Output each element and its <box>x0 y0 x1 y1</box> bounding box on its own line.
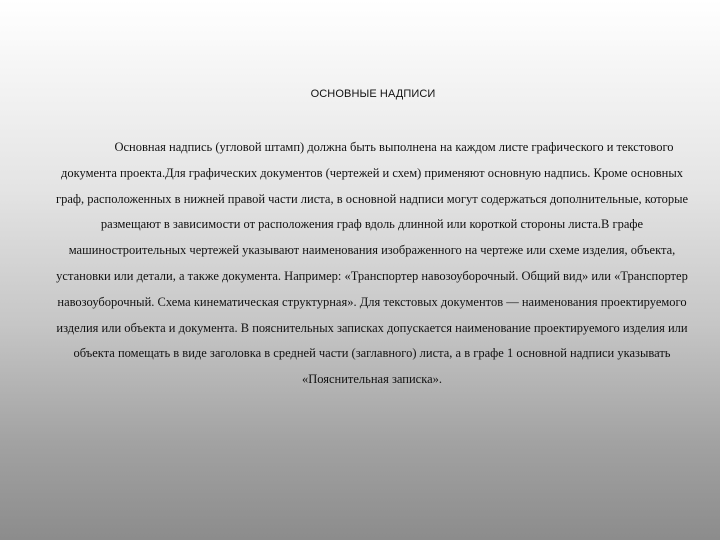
slide-title: ОСНОВНЫЕ НАДПИСИ <box>310 88 436 100</box>
slide-body-text: Основная надпись (угловой штамп) должна быть выполнена на каждом листе графического и текстового документа проекта.Для графических документов (чертежей и схем) применяют основную надпись. Кроме основных граф, расположенных в нижней правой части листа, в основной надписи могут содержаться дополнительные, которые размещают в зависимости от расположения граф вдоль длинной или короткой стороны листа.В графе машиностроительных чертежей указывают наименования изображенного на чертеже или схеме изделия, объекта, установки или детали, а также документа. Например: «Транспортер навозоуборочный. Общий вид» или «Транспортер навозоуборочный. Схема кинематическая структурная». Для текстовых документов — наименования проектируемого изделия или объекта и документа. В пояснительных записках допускается наименование проектируемого изделия или объекта помещать в виде заголовка в средней части (заглавного) листа, а в графе 1 основной надписи указывать «Пояснительная записка». <box>55 140 689 387</box>
